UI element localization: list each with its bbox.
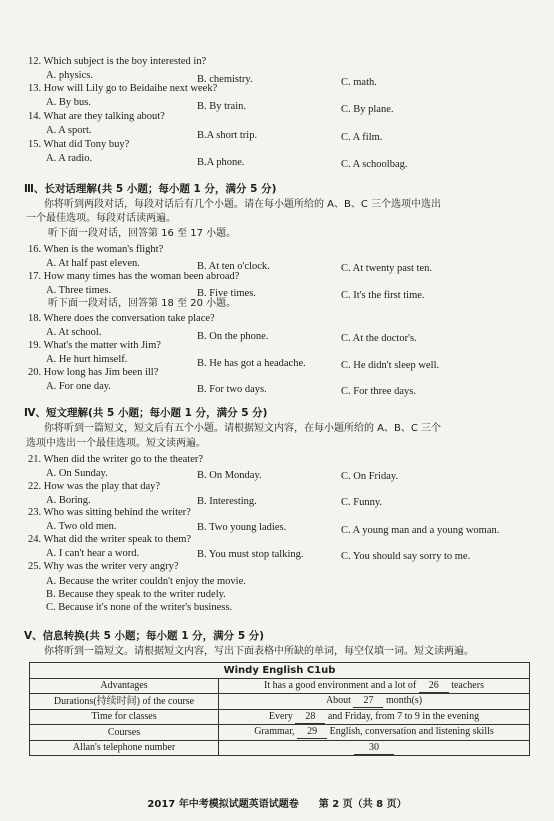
row-label: Time for classes: [30, 709, 219, 725]
question-16-stem: 16. When is the woman's flight?: [28, 244, 164, 255]
answer-blank-27: 27: [353, 694, 383, 708]
question-20-option-b: B. For two days.: [197, 384, 267, 395]
row-text: It has a good environment and a lot of: [264, 679, 417, 691]
question-23-stem: 23. Who was sitting behind the writer?: [28, 507, 191, 518]
question-17-option-a: A. Three times.: [46, 285, 112, 296]
answer-blank-29: 29: [297, 725, 327, 739]
answer-blank-26: 26: [419, 679, 449, 693]
row-text: month(s): [385, 695, 423, 707]
question-12-option-c: C. math.: [341, 77, 377, 88]
question-22-option-b: B. Interesting.: [197, 496, 257, 507]
question-17-option-b: B. Five times.: [197, 288, 256, 299]
section-4-instruction-line2: 选项中选出一个最佳选项。短文读两遍。: [26, 438, 206, 449]
section-3-instruction-line2: 一个最佳选项。每段对话读两遍。: [26, 213, 176, 224]
section-5-instruction: 你将听到一篇短文。请根据短文内容，写出下面表格中所缺的单词，每空仅填一词。短文读两遍。: [44, 646, 474, 657]
answer-blank-30: 30: [354, 741, 394, 755]
question-19-option-a: A. He hurt himself.: [46, 354, 128, 365]
row-value: [219, 694, 530, 710]
question-12-option-a: A. physics.: [46, 70, 93, 81]
row-text: Grammar,: [254, 726, 295, 738]
row-value: [219, 740, 530, 756]
row-text: Every: [268, 710, 293, 722]
question-24-option-c: C. You should say sorry to me.: [341, 551, 471, 562]
row-text: teachers: [451, 679, 484, 691]
question-13-option-c: C. By plane.: [341, 104, 394, 115]
question-21-option-b: B. On Monday.: [197, 470, 262, 481]
question-20-option-a: A. For one day.: [46, 381, 111, 392]
question-25-stem: 25. Why was the writer very angry?: [28, 561, 179, 572]
row-value: [219, 709, 530, 725]
question-14-option-c: C. A film.: [341, 132, 383, 143]
info-table: [29, 662, 530, 756]
question-23-option-a: A. Two old men.: [46, 521, 117, 532]
row-label: Allan's telephone number: [30, 740, 219, 756]
question-13-option-b: B. By train.: [197, 101, 246, 112]
question-21-option-c: C. On Friday.: [341, 471, 399, 482]
row-label: Durations(持续时间) of the course: [30, 694, 219, 710]
question-16-option-c: C. At twenty past ten.: [341, 263, 432, 274]
question-16-option-a: A. At half past eleven.: [46, 258, 140, 269]
table-title: Windy English C1ub: [30, 663, 530, 679]
section-5-title: Ⅴ、信息转换(共 5 小题；每小题 1 分，满分 5 分): [24, 630, 265, 642]
question-23-option-b: B. Two young ladies.: [197, 522, 287, 533]
question-24-option-a: A. I can't hear a word.: [46, 548, 140, 559]
section-3-sub-instruction-2: 听下面一段对话，回答第 18 至 20 小题。: [48, 298, 237, 309]
question-25-option-a: A. Because the writer couldn't enjoy the movie.: [46, 576, 246, 587]
table-row: [30, 694, 530, 710]
question-16-option-b: B. At ten o'clock.: [197, 261, 270, 272]
question-18-option-b: B. On the phone.: [197, 331, 269, 342]
question-14-option-b: B.A short trip.: [197, 130, 258, 141]
row-label: Advantages: [30, 678, 219, 694]
question-22-option-a: A. Boring.: [46, 495, 91, 506]
section-3-instruction-line1: 你将听到两段对话，每段对话后有几个小题。请在每小题所给的 A、B、C 三个选项中选出: [44, 199, 442, 210]
row-text: About: [325, 695, 351, 707]
question-19-option-b: B. He has got a headache.: [197, 358, 306, 369]
question-18-stem: 18. Where does the conversation take place?: [28, 313, 215, 324]
section-3-title: Ⅲ、长对话理解(共 5 小题；每小题 1 分，满分 5 分): [24, 183, 277, 195]
question-15-stem: 15. What did Tony buy?: [28, 139, 130, 150]
question-20-option-c: C. For three days.: [341, 386, 416, 397]
question-25-option-c: C. Because it's none of the writer's business.: [46, 602, 233, 613]
question-23-option-c: C. A young man and a young woman.: [341, 525, 500, 536]
question-21-option-a: A. On Sunday.: [46, 468, 108, 479]
row-value: [219, 725, 530, 741]
question-13-stem: 13. How will Lily go to Beidaihe next week?: [28, 83, 218, 94]
table-row: [30, 725, 530, 741]
question-12-stem: 12. Which subject is the boy interested in?: [28, 56, 207, 67]
question-25-option-b: B. Because they speak to the writer rudely.: [46, 589, 226, 600]
question-14-stem: 14. What are they talking about?: [28, 111, 165, 122]
question-15-option-c: C. A schoolbag.: [341, 159, 408, 170]
row-text: English, conversation and listening skills: [329, 726, 494, 738]
table-row: [30, 678, 530, 694]
question-24-option-b: B. You must stop talking.: [197, 549, 304, 560]
question-14-option-a: A. A sport.: [46, 125, 92, 136]
question-17-stem: 17. How many times has the woman been abroad?: [28, 271, 240, 282]
question-20-stem: 20. How long has Jim been ill?: [28, 367, 159, 378]
question-17-option-c: C. It's the first time.: [341, 290, 425, 301]
row-value: [219, 678, 530, 694]
question-15-option-b: B.A phone.: [197, 157, 245, 168]
row-text: and Friday, from 7 to 9 in the evening: [327, 710, 480, 722]
answer-blank-28: 28: [295, 710, 325, 724]
page-footer: 2017 年中考模拟试题英语试题卷 第 2 页（共 8 页）: [147, 799, 407, 810]
table-row: [30, 740, 530, 756]
question-18-option-a: A. At school.: [46, 327, 102, 338]
question-15-option-a: A. A radio.: [46, 153, 93, 164]
section-3-sub-instruction-1: 听下面一段对话，回答第 16 至 17 小题。: [48, 228, 237, 239]
question-18-option-c: C. At the doctor's.: [341, 333, 417, 344]
question-21-stem: 21. When did the writer go to the theater?: [28, 454, 204, 465]
question-22-option-c: C. Funny.: [341, 497, 383, 508]
table-row: [30, 709, 530, 725]
row-label: Courses: [30, 725, 219, 741]
question-19-option-c: C. He didn't sleep well.: [341, 360, 440, 371]
question-19-stem: 19. What's the matter with Jim?: [28, 340, 161, 351]
section-4-title: Ⅳ、短文理解(共 5 小题；每小题 1 分，满分 5 分): [24, 407, 268, 419]
question-13-option-a: A. By bus.: [46, 97, 91, 108]
question-24-stem: 24. What did the writer speak to them?: [28, 534, 192, 545]
table-header-row: [30, 663, 530, 679]
question-12-option-b: B. chemistry.: [197, 74, 253, 85]
section-4-instruction-line1: 你将听到一篇短文，短文后有五个小题。请根据短文内容，在每小题所给的 A、B、C 三个: [44, 423, 442, 434]
question-22-stem: 22. How was the play that day?: [28, 481, 161, 492]
